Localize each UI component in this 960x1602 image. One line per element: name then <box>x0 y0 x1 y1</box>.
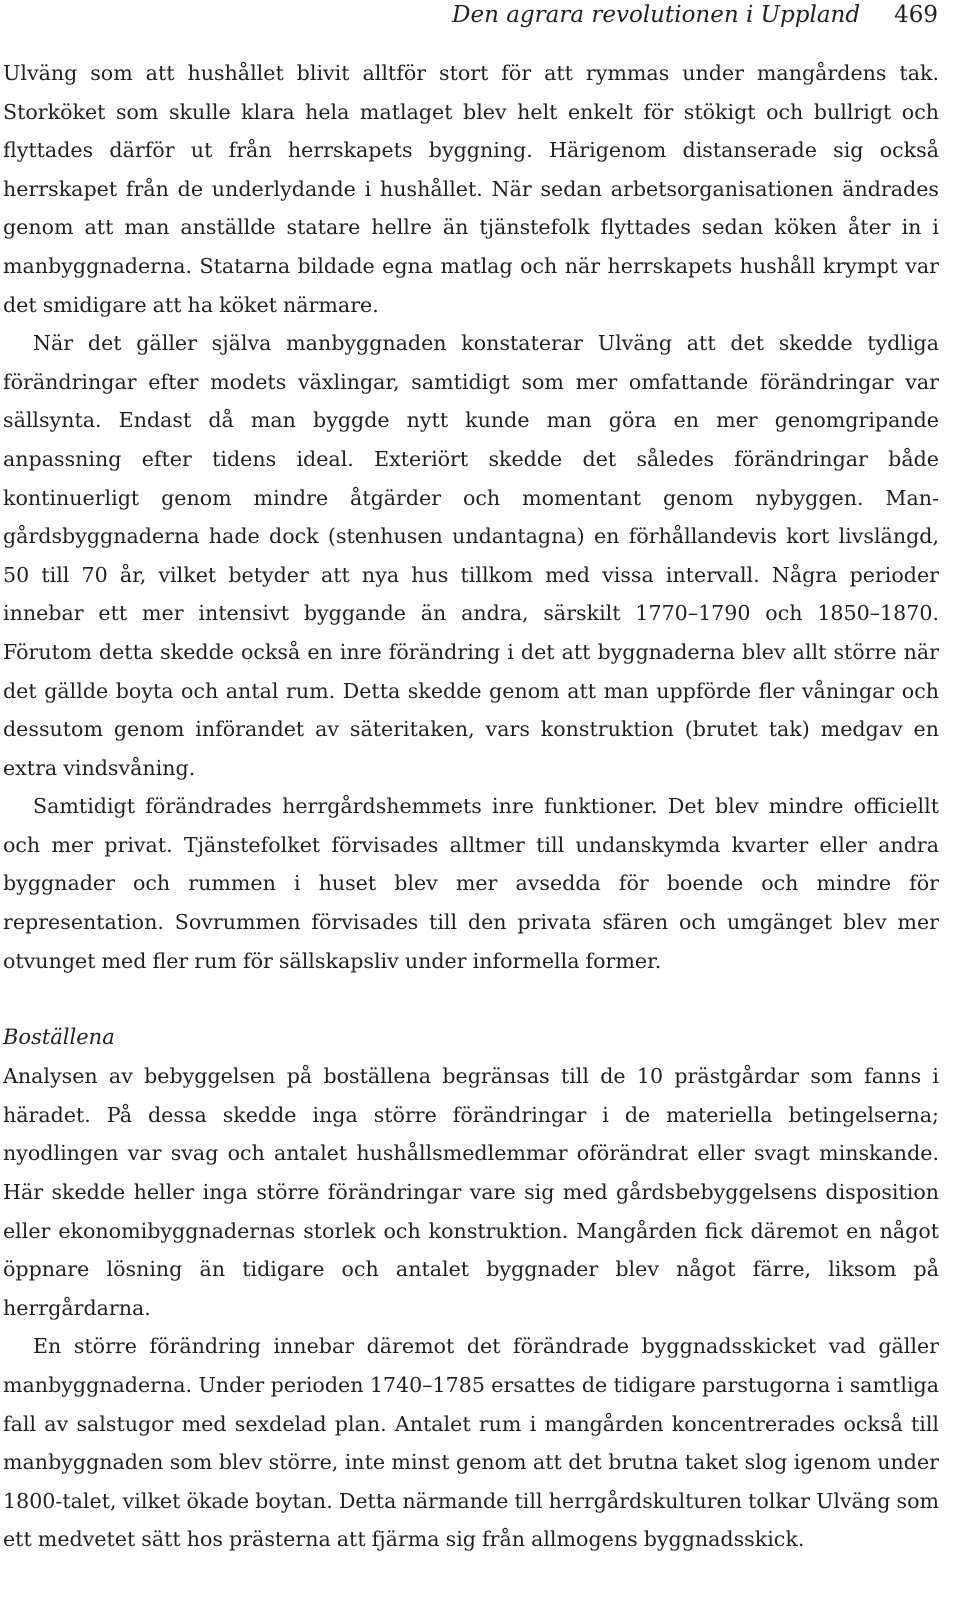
section-paragraph-2: En större förändring innebar däremot det förändrade byggnadsskicket vad gäller manbyggnaderna. Under perioden 1740–1785 ersattes de tidigare parstugorna i samtliga fall av salstugor med sexdelad plan. Antalet rum i mangården koncentrerades också till manbyggnaden som blev större, inte minst genom att det brutna taket slog igenom under 1800-talet, vilket ökade boytan. Detta närmande till herrgårdskulturen tolkar Ulväng som ett medvetet sätt hos prästerna att fjärma sig från allmogens byggnadsskick. <box>3 1334 939 1552</box>
page-number: 469 <box>894 2 938 28</box>
section-heading: Boställena <box>3 1025 115 1050</box>
paragraph-1: Ulväng som att hushållet blivit alltför stort för att rymmas under mangårdens tak. Storköket som skulle klara hela matlaget blev helt enkelt för stökigt och bullrigt och flyttades därför ut från herrskapets byggning. Härigenom distanserade sig också herrskapet från de underlydande i hushållet. När sedan arbetsorganisationen ändrades genom att man anställde statare hellre än tjänstefolk flyttades sedan köken åter in i manbyggnaderna. Statarna bildade egna matlag och när herrskapets hushåll krympt var det smidigare att ha köket närmare. <box>3 61 939 317</box>
paragraph-2: När det gäller själva manbyggnaden konstaterar Ulväng att det skedde tydliga förändringar efter modets växlingar, samtidigt som mer omfattande förändringar var sällsynta. Endast då man byggde nytt kunde man göra en mer genomgripande anpassning efter tidens ideal. Exteriört skedde det således förändringar både kontinuerligt genom mindre åtgärder och momentant genom nybyggen. Mangårdsbyggnaderna hade dock (stenhusen undantagna) en förhållandevis kort livslängd, 50 till 70 år, vilket betyder att nya hus tillkom med vissa intervall. Några perioder innebar ett mer intensivt byggande än andra, särskilt 1770–1790 och 1850–1870. Förutom detta skedde också en inre förändring i det att byggnaderna blev allt större när det gällde boyta och antal rum. Detta skedde genom att man uppförde fler våningar och dessutom genom införandet av säteritaken, vars konstruktion (brutet tak) medgav en extra vindsvåning. <box>3 331 939 780</box>
running-title: Den agrara revolutionen i Uppland <box>452 2 861 28</box>
section-paragraph-1: Analysen av bebyggelsen på boställena begränsas till de 10 prästgårdar som fanns i häradet. På dessa skedde inga större förändringar i de materiella betingelserna; nyodlingen var svag och antalet hushållsmedlemmar oförändrat eller svagt minskande. Här skedde heller inga större förändringar vare sig med gårdsbebyggelsens disposition eller ekonomibyggnadernas storlek och konstruktion. Mangården fick däremot en något öppnare lösning än tidigare och antalet byggnader blev något färre, liksom på herrgårdarna. <box>3 1064 939 1320</box>
body-text <box>3 54 939 1559</box>
running-header <box>452 0 938 30</box>
paragraph-3: Samtidigt förändrades herrgårdshemmets inre funktioner. Det blev mindre officiellt och mer privat. Tjänstefolket förvisades alltmer till undanskymda kvarter eller andra byggnader och rummen i huset blev mer avsedda för boende och mindre för representation. Sovrummen förvisades till den privata sfären och umgänget blev mer otvunget med fler rum för sällskapsliv under informella former. <box>3 794 939 973</box>
